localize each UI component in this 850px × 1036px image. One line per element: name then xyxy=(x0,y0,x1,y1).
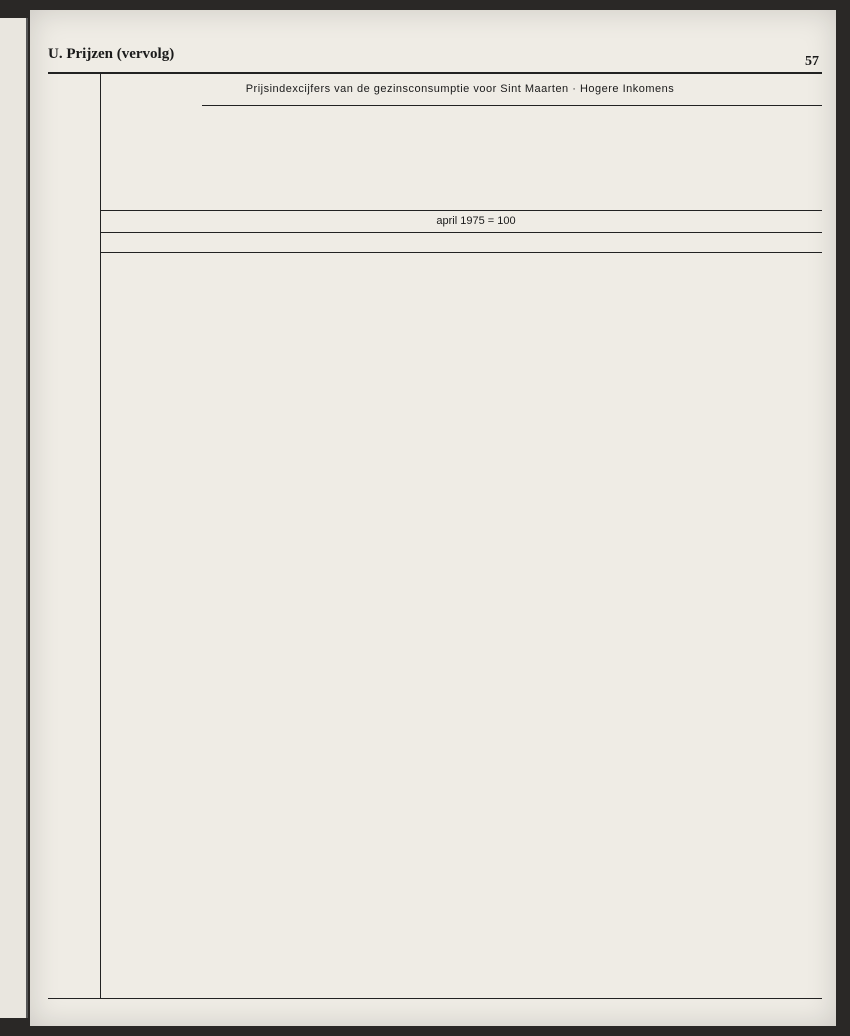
table-super-header: Prijsindexcijfers van de gezinsconsumptie voor Sint Maarten · Hogere Inkomens xyxy=(245,83,675,95)
header-rule-index xyxy=(100,232,822,233)
header-rule-body xyxy=(100,252,822,253)
page-number: 57 xyxy=(805,54,819,69)
super-header-rule xyxy=(202,105,822,106)
table-frame xyxy=(100,74,823,998)
bottom-rule xyxy=(48,998,822,999)
base-period-label: april 1975 = 100 xyxy=(436,215,516,227)
previous-page-edge xyxy=(0,18,28,1018)
page-title: U. Prijzen (vervolg) xyxy=(48,46,175,62)
document-page xyxy=(30,10,836,1026)
header-rule-weights xyxy=(100,210,822,211)
